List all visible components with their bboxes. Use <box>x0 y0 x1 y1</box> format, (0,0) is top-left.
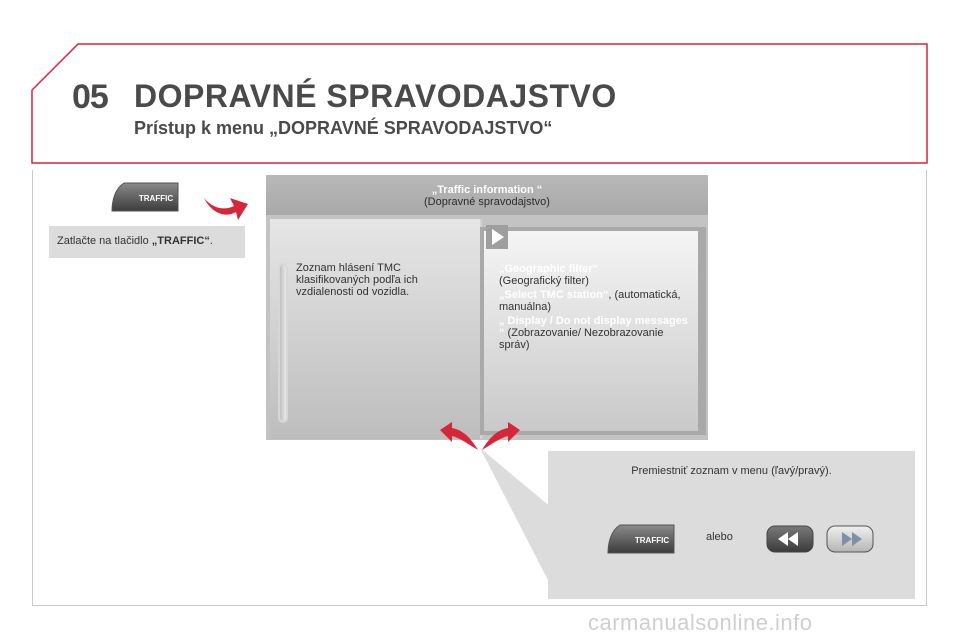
display-screen <box>266 175 708 440</box>
traffic-button-icon <box>606 523 676 555</box>
or-text: alebo <box>706 531 733 543</box>
traffic-button-label: TRAFFIC <box>138 194 174 203</box>
instruction-box <box>49 226 245 258</box>
tmc-list-description: Zoznam hlásení TMC klasifikovaných podľa ich vzdialenosti od vozidla. <box>296 262 418 298</box>
left-panel <box>270 219 482 439</box>
traffic-button-label: TRAFFIC <box>634 536 670 545</box>
scrollbar <box>278 263 288 423</box>
chapter-number: 05 <box>72 78 108 116</box>
watermark: carmanualsonline.info <box>588 610 813 635</box>
screen-header <box>266 175 708 215</box>
rewind-icon <box>766 525 814 553</box>
fast-forward-icon <box>826 525 874 553</box>
navigation-hint-text: Premiestniť zoznam v menu (ľavý/pravý). <box>631 465 832 477</box>
menu-item-display-messages: „ Display / Do not display messages “ (Zobrazovanie/ Nezobrazovanie správ) <box>499 315 688 351</box>
red-curved-arrow-icon <box>200 188 250 226</box>
menu-options <box>499 263 689 353</box>
screen-title: „Traffic information “ <box>431 184 543 196</box>
page-title: DOPRAVNÉ SPRAVODAJSTVO <box>134 78 617 114</box>
callout-pointer <box>480 448 552 598</box>
instruction-text: Zatlačte na tlačidlo „TRAFFIC“. <box>57 235 213 247</box>
play-icon <box>486 225 508 249</box>
menu-item-geographic-filter: „Geographic filter“ (Geografický filter) <box>499 263 599 287</box>
navigation-hint-box <box>548 451 915 599</box>
traffic-button-icon <box>110 181 180 213</box>
menu-item-select-tmc-station: „Select TMC station“, (automatická, manuálna) <box>499 289 681 313</box>
screen-title-translation: (Dopravné spravodajstvo) <box>424 196 550 208</box>
page-subtitle: Prístup k menu „DOPRAVNÉ SPRAVODAJSTVO“ <box>134 118 553 138</box>
